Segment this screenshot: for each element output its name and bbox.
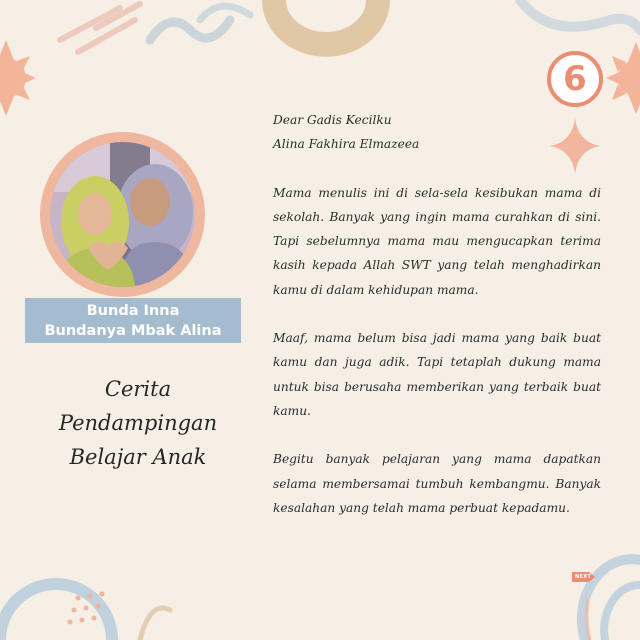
letter-greeting-line2: Alina Fakhira Elmazeea <box>273 137 420 152</box>
series-title-line2: Belajar Anak <box>69 445 207 469</box>
series-title <box>38 372 238 474</box>
next-button-label: NEXT <box>575 574 592 580</box>
letter-greeting-line1: Dear Gadis Kecilku <box>273 113 392 127</box>
letter-paragraph-1: Mama menulis ini di sela-sela kesibukan mama di sekolah. Banyak yang ingin mama curahkan di sini. Tapi sebelumnya mama mau mengucapkan terima kasih kepada Allah SWT yang telah menghadirkan kamu di dalam kehidupan mama. <box>273 185 601 297</box>
profile-photo-frame <box>40 132 205 297</box>
letter-paragraph-3: Begitu banyak pelajaran yang mama dapatkan selama membersamai tumbuh kembangmu. Banyak kesalahan yang telah mama perbuat kepadamu. <box>273 452 601 515</box>
letter-body <box>273 108 601 520</box>
page-number-badge <box>547 51 603 107</box>
letter-paragraph-2: Maaf, mama belum bisa jadi mama yang baik buat kamu dan juga adik. Tapi tetaplah dukung mama untuk bisa berusaha memberikan yang terbaik buat kamu. <box>273 331 601 418</box>
profile-photo <box>50 142 195 287</box>
author-name: Bunda Inna <box>86 302 180 319</box>
series-title-line1: Cerita Pendampingan <box>58 377 218 435</box>
author-subtitle: Bundanya Mbak Alina <box>44 322 222 339</box>
next-button[interactable] <box>572 571 596 583</box>
author-name-banner <box>25 298 241 343</box>
page-number: 6 <box>563 59 587 99</box>
